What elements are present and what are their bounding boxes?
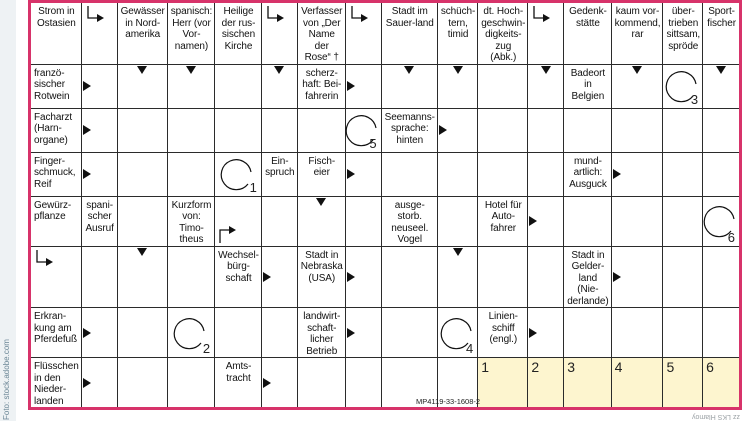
clue-text: dt. Hoch-geschwin-digkeits-zug (Abk.) bbox=[481, 6, 526, 63]
answer-cell[interactable] bbox=[528, 65, 564, 109]
answer-cell[interactable] bbox=[528, 3, 564, 65]
arrow-right-icon bbox=[613, 169, 621, 179]
clue-cell bbox=[478, 197, 528, 247]
arrow-right-icon bbox=[347, 328, 355, 338]
arrow-right-icon bbox=[347, 81, 355, 91]
answer-cell[interactable] bbox=[528, 109, 564, 153]
answer-cell[interactable] bbox=[346, 109, 382, 153]
bottom-note: zz LKS Hlamoy bbox=[692, 413, 740, 420]
clue-text: Stadt in Nebraska (USA) bbox=[300, 249, 343, 284]
arrow-right-icon bbox=[263, 272, 271, 282]
clue-cell bbox=[564, 153, 611, 197]
answer-cell[interactable] bbox=[31, 247, 82, 309]
answer-cell[interactable] bbox=[612, 247, 664, 309]
clue-text: Gewässer in Nord-amerika bbox=[120, 6, 165, 40]
arrow-right-icon bbox=[83, 125, 91, 135]
answer-cell[interactable] bbox=[118, 358, 168, 407]
answer-cell[interactable] bbox=[82, 109, 118, 153]
clue-text: Fisch-eier bbox=[308, 155, 336, 178]
clue-text: Badeort in Belgien bbox=[570, 67, 606, 102]
arrow-right-icon bbox=[83, 328, 91, 338]
answer-cell[interactable] bbox=[564, 109, 611, 153]
clue-text: ausge-storb. neuseel. Vogel bbox=[391, 199, 429, 245]
solution-number: 5 bbox=[666, 359, 675, 375]
answer-cell[interactable] bbox=[215, 109, 262, 153]
answer-cell[interactable] bbox=[346, 65, 382, 109]
answer-cell[interactable] bbox=[663, 308, 703, 358]
answer-cell[interactable] bbox=[118, 197, 168, 247]
answer-cell[interactable] bbox=[168, 109, 215, 153]
clue-text: spani-scher Ausruf bbox=[85, 199, 114, 234]
answer-cell[interactable] bbox=[262, 358, 298, 407]
arrow-down-icon bbox=[716, 66, 726, 74]
answer-cell[interactable] bbox=[528, 197, 564, 247]
answer-cell[interactable] bbox=[298, 109, 346, 153]
clue-text: Facharzt (Harn-organe) bbox=[34, 111, 73, 146]
clue-cell bbox=[31, 153, 82, 197]
answer-cell[interactable] bbox=[82, 65, 118, 109]
clue-cell bbox=[478, 308, 528, 358]
clue-cell bbox=[382, 197, 438, 247]
clue-text: scherz-haft: Bei-fahrerin bbox=[302, 67, 342, 102]
solution-number: 2 bbox=[531, 359, 540, 375]
answer-cell[interactable] bbox=[528, 247, 564, 309]
clue-cell bbox=[478, 3, 528, 65]
arrow-right-icon bbox=[529, 328, 537, 338]
clue-cell bbox=[215, 247, 262, 309]
clue-cell bbox=[31, 197, 82, 247]
answer-cell[interactable] bbox=[438, 247, 478, 309]
arrow-right-icon bbox=[439, 125, 447, 135]
answer-cell[interactable] bbox=[215, 153, 262, 197]
answer-cell[interactable] bbox=[346, 247, 382, 309]
crossword-grid bbox=[31, 3, 739, 407]
clue-cell bbox=[168, 3, 215, 65]
bent-arrow-down-right-icon bbox=[85, 6, 107, 26]
bent-arrow-down-right-icon bbox=[34, 250, 56, 270]
clue-cell bbox=[31, 358, 82, 407]
answer-cell[interactable] bbox=[262, 197, 298, 247]
answer-cell[interactable] bbox=[382, 65, 438, 109]
answer-cell[interactable] bbox=[262, 247, 298, 309]
answer-cell[interactable] bbox=[168, 358, 215, 407]
clue-text: Amts-tracht bbox=[225, 361, 252, 384]
answer-cell[interactable] bbox=[82, 308, 118, 358]
answer-cell[interactable] bbox=[663, 109, 703, 153]
clue-cell bbox=[262, 153, 298, 197]
circle-number: 3 bbox=[690, 91, 699, 107]
answer-cell[interactable] bbox=[298, 358, 346, 407]
clue-text: Ein-spruch bbox=[265, 155, 295, 178]
clue-cell bbox=[382, 3, 438, 65]
clue-text: Strom in Ostasien bbox=[37, 6, 76, 29]
answer-cell[interactable] bbox=[118, 247, 168, 309]
answer-cell[interactable] bbox=[478, 153, 528, 197]
clue-cell bbox=[82, 197, 118, 247]
clue-cell bbox=[438, 3, 478, 65]
solution-cell[interactable] bbox=[612, 358, 664, 407]
arrow-down-icon bbox=[186, 66, 196, 74]
answer-cell[interactable] bbox=[703, 197, 739, 247]
arrow-right-icon bbox=[347, 169, 355, 179]
answer-cell[interactable] bbox=[346, 153, 382, 197]
circle-number: 4 bbox=[465, 341, 474, 356]
clue-cell bbox=[564, 65, 611, 109]
clue-text: Gewürz-pflanze bbox=[34, 199, 72, 222]
arrow-down-icon bbox=[632, 66, 642, 74]
answer-cell[interactable] bbox=[298, 197, 346, 247]
clue-cell bbox=[31, 109, 82, 153]
answer-cell[interactable] bbox=[703, 308, 739, 358]
answer-cell[interactable] bbox=[612, 153, 664, 197]
answer-cell[interactable] bbox=[168, 65, 215, 109]
clue-text: Kurzform von: Timo-theus bbox=[171, 199, 212, 245]
clue-cell bbox=[382, 109, 438, 153]
arrow-right-icon bbox=[347, 272, 355, 282]
clue-cell bbox=[168, 197, 215, 247]
solution-number: 3 bbox=[567, 359, 576, 375]
answer-cell[interactable] bbox=[82, 3, 118, 65]
clue-cell bbox=[298, 153, 346, 197]
clue-text: Erkran-kung am Pferdefuß bbox=[34, 311, 78, 345]
answer-cell[interactable] bbox=[262, 65, 298, 109]
clue-text: Flüsschen in den Nieder-landen bbox=[34, 361, 79, 407]
answer-cell[interactable] bbox=[703, 109, 739, 153]
answer-cell[interactable] bbox=[663, 65, 703, 109]
answer-cell[interactable] bbox=[118, 308, 168, 358]
answer-cell[interactable] bbox=[382, 308, 438, 358]
solution-number: 4 bbox=[614, 359, 623, 375]
clue-cell bbox=[564, 3, 611, 65]
side-margin bbox=[0, 0, 16, 421]
answer-cell[interactable] bbox=[346, 358, 382, 407]
clue-text: mund-artlich: Ausguck bbox=[569, 155, 607, 190]
clue-cell bbox=[663, 3, 703, 65]
clue-text: landwirt-schaft-licher Betrieb bbox=[303, 311, 341, 357]
arrow-down-icon bbox=[404, 66, 414, 74]
answer-cell[interactable] bbox=[346, 197, 382, 247]
answer-cell[interactable] bbox=[663, 247, 703, 309]
arrow-right-icon bbox=[263, 378, 271, 388]
answer-cell[interactable] bbox=[703, 153, 739, 197]
clue-cell bbox=[298, 308, 346, 358]
clue-cell bbox=[215, 358, 262, 407]
clue-text: spanisch: Herr (vor Vor-namen) bbox=[170, 6, 213, 52]
answer-cell[interactable] bbox=[382, 153, 438, 197]
clue-text: Finger-schmuck, Reif bbox=[34, 155, 76, 190]
clue-text: Stadt in Gelder-land (Nie-derlande) bbox=[567, 249, 609, 307]
clue-cell bbox=[31, 3, 82, 65]
clue-cell bbox=[298, 247, 346, 309]
clue-text: Wechsel-bürg-schaft bbox=[218, 249, 259, 284]
clue-cell bbox=[703, 3, 739, 65]
answer-cell[interactable] bbox=[168, 308, 215, 358]
solution-number: 6 bbox=[706, 359, 714, 375]
answer-cell[interactable] bbox=[82, 153, 118, 197]
answer-cell[interactable] bbox=[564, 308, 611, 358]
clue-cell bbox=[564, 247, 611, 309]
bent-arrow-down-right-icon bbox=[349, 6, 371, 26]
answer-cell[interactable] bbox=[382, 247, 438, 309]
answer-cell[interactable] bbox=[168, 153, 215, 197]
clue-cell bbox=[298, 3, 346, 65]
arrow-right-icon bbox=[529, 216, 537, 226]
clue-text: Hotel für Auto-fahrer bbox=[484, 199, 522, 234]
answer-cell[interactable] bbox=[346, 3, 382, 65]
answer-cell[interactable] bbox=[262, 308, 298, 358]
answer-cell[interactable] bbox=[438, 153, 478, 197]
clue-cell bbox=[118, 3, 168, 65]
clue-text: Linien-schiff (engl.) bbox=[488, 311, 518, 345]
arrow-down-icon bbox=[137, 248, 147, 256]
clue-text: kaum vor-kommend, rar bbox=[614, 6, 661, 40]
answer-cell[interactable] bbox=[82, 358, 118, 407]
answer-cell[interactable] bbox=[663, 153, 703, 197]
clue-cell bbox=[31, 308, 82, 358]
answer-cell[interactable] bbox=[528, 308, 564, 358]
clue-text: Gedenk-stätte bbox=[569, 6, 607, 29]
answer-cell[interactable] bbox=[703, 247, 739, 309]
arrow-down-icon bbox=[453, 66, 463, 74]
bent-arrow-down-right-icon bbox=[531, 6, 553, 26]
clue-text: schüch-tern, timid bbox=[440, 6, 476, 40]
answer-cell[interactable] bbox=[612, 65, 664, 109]
clue-cell bbox=[298, 65, 346, 109]
solution-cell[interactable] bbox=[478, 358, 528, 407]
solution-number: 1 bbox=[481, 359, 489, 375]
clue-text: über-trieben sittsam, spröde bbox=[666, 6, 701, 52]
arrow-right-icon bbox=[83, 81, 91, 91]
answer-cell[interactable] bbox=[564, 197, 611, 247]
answer-cell[interactable] bbox=[215, 197, 262, 247]
arrow-right-icon bbox=[613, 272, 621, 282]
answer-cell[interactable] bbox=[215, 308, 262, 358]
arrow-down-icon bbox=[316, 198, 326, 206]
clue-text: franzö-sischer Rotwein bbox=[34, 67, 70, 102]
answer-cell[interactable] bbox=[528, 153, 564, 197]
answer-cell[interactable] bbox=[118, 153, 168, 197]
answer-cell[interactable] bbox=[118, 109, 168, 153]
answer-cell[interactable] bbox=[168, 247, 215, 309]
answer-cell[interactable] bbox=[478, 65, 528, 109]
answer-cell[interactable] bbox=[262, 3, 298, 65]
answer-cell[interactable] bbox=[478, 247, 528, 309]
clue-text: Stadt im Sauer-land bbox=[385, 6, 434, 29]
answer-cell[interactable] bbox=[612, 109, 664, 153]
solution-cell[interactable] bbox=[528, 358, 564, 407]
answer-cell[interactable] bbox=[438, 65, 478, 109]
answer-cell[interactable] bbox=[478, 109, 528, 153]
answer-cell[interactable] bbox=[215, 65, 262, 109]
clue-cell bbox=[215, 3, 262, 65]
arrow-down-icon bbox=[453, 248, 463, 256]
bent-arrow-up-right-icon bbox=[217, 224, 239, 244]
arrow-right-icon bbox=[83, 169, 91, 179]
answer-cell[interactable] bbox=[438, 197, 478, 247]
solution-cell[interactable] bbox=[663, 358, 703, 407]
circle-number: 2 bbox=[202, 341, 211, 356]
clue-text: Verfasser von „Der Name der Rose“ † bbox=[301, 6, 343, 63]
clue-cell bbox=[612, 3, 664, 65]
solution-cell[interactable] bbox=[564, 358, 611, 407]
answer-cell[interactable] bbox=[438, 109, 478, 153]
answer-cell[interactable] bbox=[703, 65, 739, 109]
clue-text: Seemanns-sprache: hinten bbox=[384, 111, 435, 146]
clue-text: Heilige der rus-sischen Kirche bbox=[221, 6, 256, 52]
answer-cell[interactable] bbox=[612, 308, 664, 358]
answer-cell[interactable] bbox=[663, 197, 703, 247]
circle-number: 5 bbox=[369, 135, 377, 151]
answer-cell[interactable] bbox=[612, 197, 664, 247]
answer-cell[interactable] bbox=[262, 109, 298, 153]
answer-cell[interactable] bbox=[82, 247, 118, 309]
answer-cell[interactable] bbox=[438, 308, 478, 358]
answer-cell[interactable] bbox=[346, 308, 382, 358]
circle-number: 1 bbox=[249, 179, 257, 195]
photo-credit: Foto: stock.adobe.com bbox=[2, 339, 11, 420]
arrow-down-icon bbox=[541, 66, 551, 74]
circle-number: 6 bbox=[727, 229, 735, 245]
arrow-right-icon bbox=[83, 378, 91, 388]
clue-cell bbox=[31, 65, 82, 109]
clue-text: Sport-fischer bbox=[707, 6, 736, 29]
answer-cell[interactable] bbox=[118, 65, 168, 109]
puzzle-code: MP4119-33-1608-2 bbox=[416, 397, 481, 406]
arrow-down-icon bbox=[274, 66, 284, 74]
solution-cell[interactable] bbox=[703, 358, 739, 407]
arrow-down-icon bbox=[137, 66, 147, 74]
crossword-puzzle bbox=[28, 0, 742, 410]
bent-arrow-down-right-icon bbox=[265, 6, 287, 26]
